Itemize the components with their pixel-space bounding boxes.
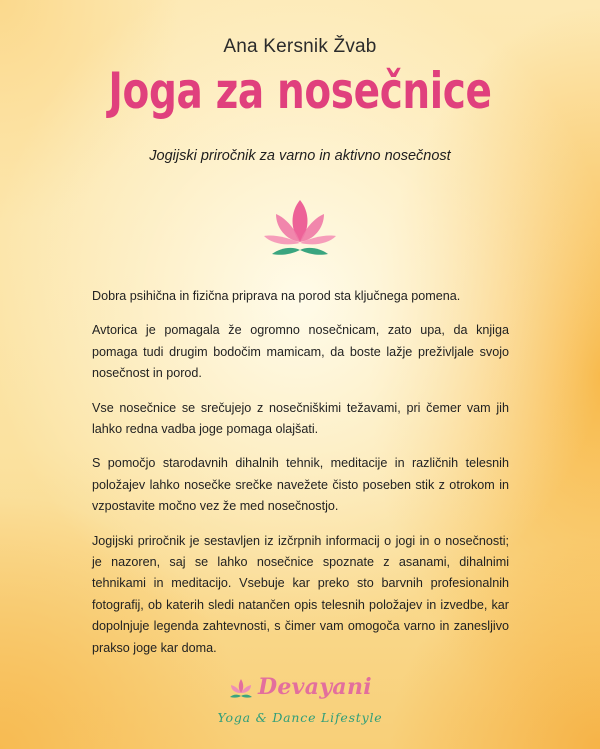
publisher-logo xyxy=(0,674,600,734)
paragraph: Jogijski priročnik je sestavljen iz izčrpnih informacij o jogi in o nosečnosti; je nazoren, saj se lahko nosečnice spoznate z asanami, dihalnimi tehnikami in meditacijo. Vsebuje kar preko sto barvnih profesionalnih fotografij, ob katerih sledi natančen opis telesnih položajev in izvedbe, kar dopolnjuje legenda zahtevnosti, s čimer vam omogoča varno in zanesljivo prakso joge kar doma. xyxy=(92,533,509,655)
paragraph: Vse nosečnice se srečujejo z nosečniškimi težavami, pri čemer vam jih lahko redna vadba joge pomaga olajšati. xyxy=(92,400,509,437)
publisher-name: Devayani xyxy=(258,674,372,700)
paragraph: Dobra psihična in fizična priprava na porod sta ključnega pomena. xyxy=(92,289,461,303)
description xyxy=(92,286,509,672)
paragraph: S pomočjo starodavnih dihalnih tehnik, meditacije in različnih telesnih položajev lahko nosečke srečke navežete čisto poseben stik z otrokom in vzpostavite močno vez že med nosečnostjo. xyxy=(92,456,509,514)
publisher-tagline: Yoga & Dance Lifestyle xyxy=(217,710,383,725)
author-name: Ana Kersnik Žvab xyxy=(223,36,377,57)
lotus-icon xyxy=(260,196,340,266)
lotus-icon xyxy=(228,678,254,700)
book-title: Joga za nosečnice xyxy=(108,62,492,120)
publisher-logo-row xyxy=(228,674,388,704)
paragraph: Avtorica je pomagala že ogromno nosečnicam, zato upa, da knjiga pomaga tudi drugim bodočim mamicam, da boste lažje preživljale svojo nosečnost in porod. xyxy=(92,323,509,381)
book-subtitle: Jogijski priročnik za varno in aktivno nosečnost xyxy=(149,148,451,164)
